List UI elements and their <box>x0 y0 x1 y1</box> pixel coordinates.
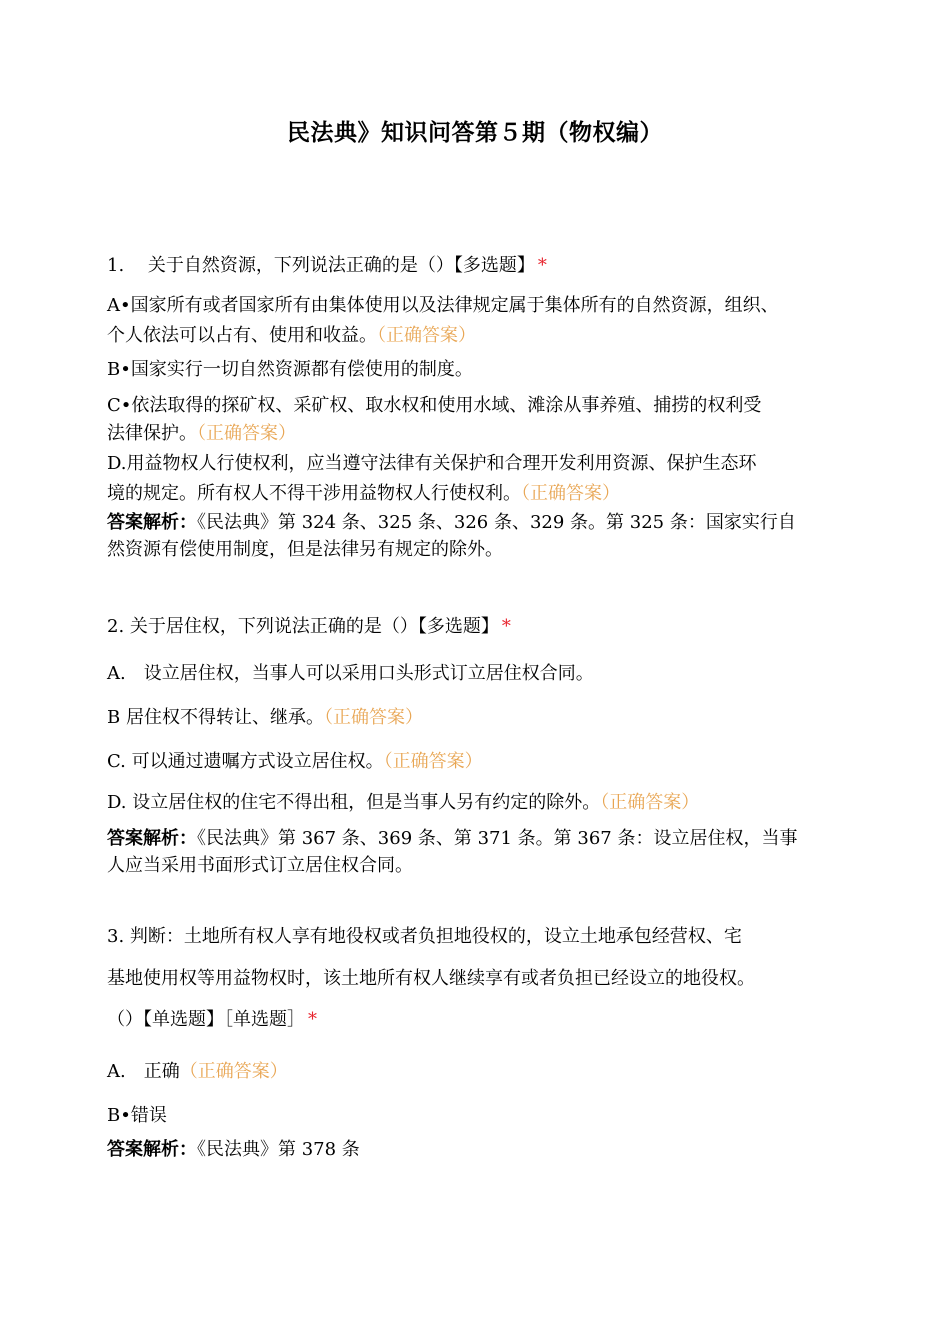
required-star: * <box>308 1009 317 1030</box>
option-2c <box>107 748 867 776</box>
question-number: 2. <box>107 616 125 637</box>
option-text: B 居住权不得转让、继承。 <box>107 707 324 728</box>
option-3b: B•错误 <box>107 1105 167 1126</box>
analysis-text: 《民法典》第 324 条、325 条、326 条、329 条。第 325 条：国家实行自 <box>197 512 796 533</box>
required-star: * <box>501 616 511 637</box>
question-text: 关于自然资源，下列说法正确的是（）【多选题】 <box>147 255 535 276</box>
question-3-stem-line-2: 基地使用权等用益物权时，该土地所有权人继续享有或者负担已经设立的地役权。 <box>107 968 755 989</box>
correct-answer-tag: （正确答案） <box>377 325 476 346</box>
analysis-3 <box>107 1136 867 1164</box>
question-number: 1. <box>107 255 125 276</box>
question-3-stem-line-3 <box>107 1006 867 1034</box>
option-1a-line-2 <box>107 322 867 350</box>
correct-answer-tag: （正确答案） <box>197 423 296 444</box>
option-2a: A. 设立居住权，当事人可以采用口头形式订立居住权合同。 <box>107 663 594 684</box>
question-3-stem-line-1 <box>107 923 867 951</box>
option-1c-line-1: C•依法取得的探矿权、采矿权、取水权和使用水域、滩涂从事养殖、捕捞的权利受 <box>107 395 762 416</box>
analysis-1-line-1 <box>107 509 867 537</box>
correct-answer-tag: （正确答案） <box>383 751 483 772</box>
option-text: A. 正确 <box>107 1061 180 1082</box>
question-1-stem <box>107 252 867 280</box>
analysis-text: 《民法典》第 378 条 <box>197 1139 360 1160</box>
analysis-label: 答案解析： <box>107 828 197 849</box>
option-1a-line-1: A•国家所有或者国家所有由集体使用以及法律规定属于集体所有的自然资源，组织、 <box>107 295 779 316</box>
analysis-label: 答案解析： <box>107 1139 197 1160</box>
question-2-stem <box>107 613 867 641</box>
option-1c-line-2 <box>107 420 867 448</box>
option-2b <box>107 704 867 732</box>
analysis-text: 《民法典》第 367 条、369 条、第 371 条。第 367 条：设立居住权，当事 <box>197 828 798 849</box>
analysis-1-line-2: 然资源有偿使用制度，但是法律另有规定的除外。 <box>107 539 503 560</box>
question-number: 3. <box>107 926 125 947</box>
document-title: 民法典》知识问答第５期（物权编） <box>287 120 663 146</box>
correct-answer-tag: （正确答案） <box>323 707 423 728</box>
option-3a <box>107 1058 867 1086</box>
option-1d-line-1: D.用益物权人行使权利，应当遵守法律有关保护和合理开发利用资源、保护生态环 <box>107 453 757 474</box>
option-text: 法律保护。 <box>107 423 197 444</box>
question-text: 判断：土地所有权人享有地役权或者负担地役权的，设立土地承包经营权、宅 <box>129 926 742 947</box>
correct-answer-tag: （正确答案） <box>521 483 620 504</box>
question-text: （）【单选题】［单选题］ <box>107 1009 305 1030</box>
required-star: * <box>537 255 547 276</box>
option-text: 境的规定。所有权人不得干涉用益物权人行使权利。 <box>107 483 521 504</box>
option-text: D. 设立居住权的住宅不得出租，但是当事人另有约定的除外。 <box>107 792 601 813</box>
option-1d-line-2 <box>107 480 867 508</box>
correct-answer-tag: （正确答案） <box>179 1061 288 1082</box>
analysis-2-line-1 <box>107 825 867 853</box>
option-2d <box>107 789 867 817</box>
correct-answer-tag: （正确答案） <box>600 792 700 813</box>
option-text: C. 可以通过遗嘱方式设立居住权。 <box>107 751 384 772</box>
question-text: 关于居住权，下列说法正确的是（）【多选题】 <box>129 616 499 637</box>
option-text: 个人依法可以占有、使用和收益。 <box>107 325 377 346</box>
analysis-label: 答案解析： <box>107 512 197 533</box>
analysis-2-line-2: 人应当采用书面形式订立居住权合同。 <box>107 855 413 876</box>
option-1b: B•国家实行一切自然资源都有偿使用的制度。 <box>107 359 473 380</box>
